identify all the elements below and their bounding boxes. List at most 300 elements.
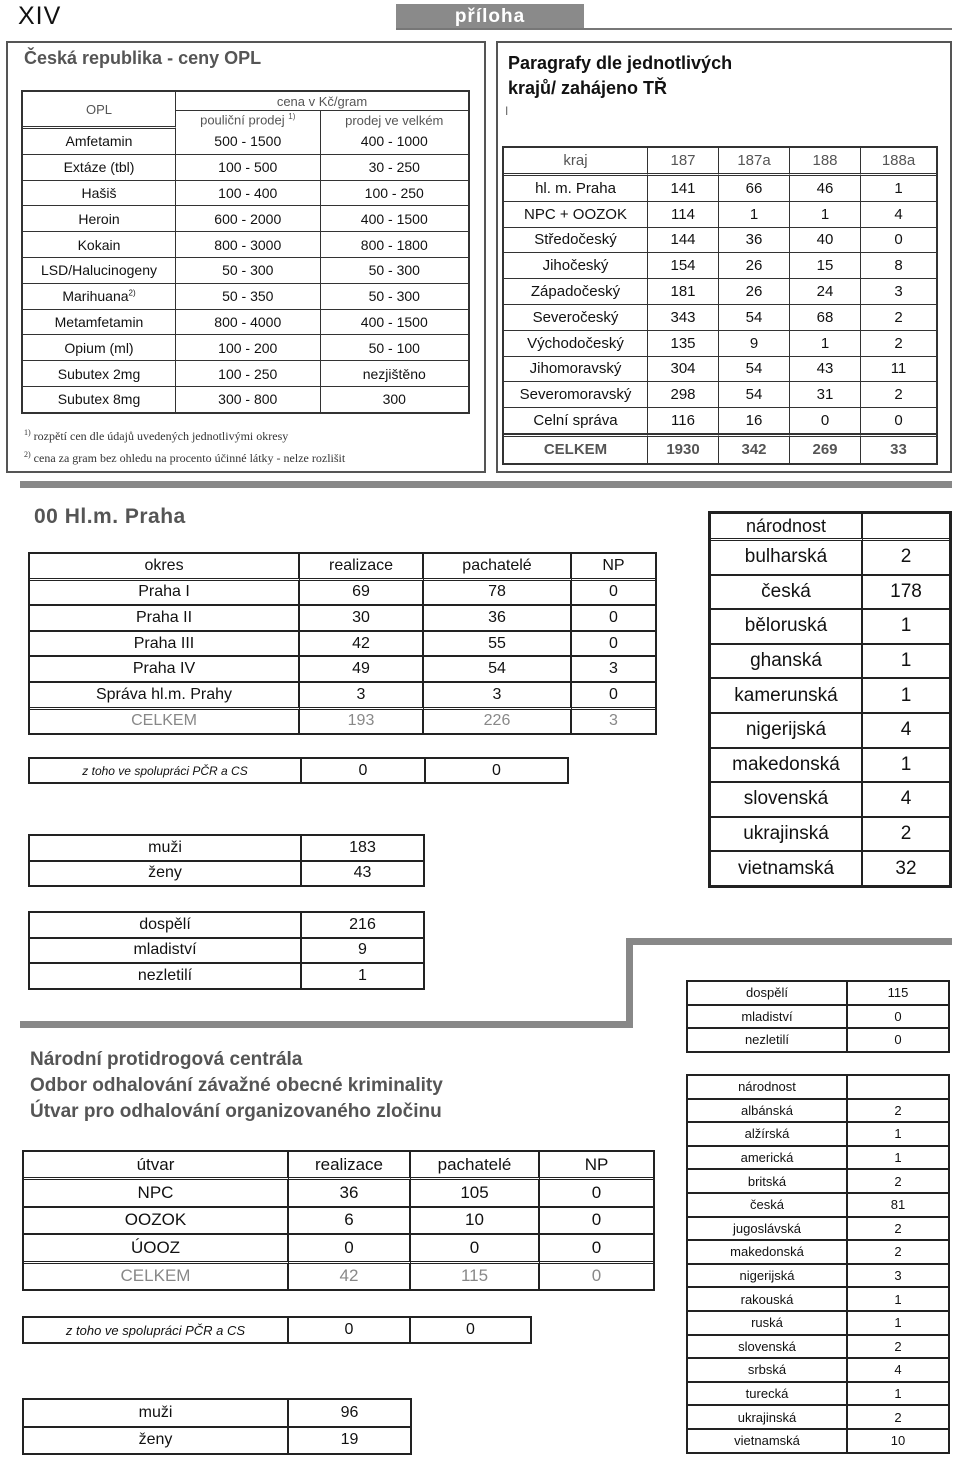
gender-row xyxy=(24,1428,410,1454)
region-name: Východočeský xyxy=(504,331,648,357)
region-count: 135 xyxy=(648,331,719,357)
wholesale-price: 30 - 250 xyxy=(321,155,468,181)
age-row xyxy=(688,982,948,1006)
age-row xyxy=(688,1006,948,1030)
district-col-header: okres xyxy=(30,554,300,581)
npc-gender-table xyxy=(22,1398,412,1455)
age-row-value: 1 xyxy=(358,966,367,984)
drug-name xyxy=(23,387,176,412)
region-name: NPC + OOZOK xyxy=(504,202,648,228)
drug-name-text: Metamfetamin xyxy=(54,313,144,330)
praha-gender-table xyxy=(28,834,425,887)
nationality-row xyxy=(711,714,949,749)
coop-value-2: 0 xyxy=(492,761,501,779)
region-count: 9 xyxy=(719,331,790,357)
nationality-name: nigerijská xyxy=(688,1265,848,1289)
total-count: 3 xyxy=(609,712,618,730)
nationality-row xyxy=(688,1265,948,1289)
unit-col-header: pachatelé xyxy=(411,1152,540,1180)
unit-count: 36 xyxy=(289,1180,411,1207)
footnote-1 xyxy=(24,428,288,444)
drug-name-text: LSD/Halucinogeny xyxy=(41,262,157,279)
unit-row xyxy=(24,1235,653,1263)
unit-col-header: útvar xyxy=(24,1152,289,1180)
nationality-count: 1 xyxy=(863,749,949,784)
nationality-name: bulharská xyxy=(711,541,863,576)
nationality-name: britská xyxy=(688,1170,848,1194)
regions-title-line-2: krajů/ zahájeno TŘ xyxy=(508,78,668,98)
drug-name-text: Kokain xyxy=(77,236,121,253)
district-col-header: pachatelé xyxy=(424,554,572,581)
section-separator xyxy=(20,1021,633,1028)
region-count: 0 xyxy=(861,228,936,254)
nationality-name: americká xyxy=(688,1147,848,1171)
age-row-label: nezletilí xyxy=(30,964,302,988)
nationality-name: alžírská xyxy=(688,1123,848,1147)
section-separator xyxy=(626,938,952,945)
praha-nationality-table xyxy=(708,511,952,888)
nationality-count: 2 xyxy=(863,818,949,853)
district-row xyxy=(30,606,655,632)
nationality-row xyxy=(688,1430,948,1452)
footnote-1-mark: 1) xyxy=(24,428,31,437)
col-opl: OPL xyxy=(23,92,176,129)
price-row xyxy=(23,181,468,207)
age-row xyxy=(30,939,423,965)
drug-name-text: Hašiš xyxy=(81,184,117,201)
unit-count: 0 xyxy=(540,1180,653,1207)
nationality-name: slovenská xyxy=(688,1336,848,1360)
total-label: CELKEM xyxy=(30,710,300,734)
drug-name-note: 2) xyxy=(128,288,136,298)
unit-count: 0 xyxy=(540,1208,653,1235)
unit-col-header: NP xyxy=(540,1152,653,1180)
street-price: 100 - 200 xyxy=(176,335,321,361)
district-total-row xyxy=(30,710,655,734)
district-count: 0 xyxy=(572,606,655,632)
nationality-name: ukrajinská xyxy=(711,818,863,853)
total-count: 342 xyxy=(719,434,790,463)
wholesale-price: 300 xyxy=(382,391,406,408)
district-count: 3 xyxy=(572,657,655,683)
region-row xyxy=(504,331,936,357)
regions-col-header: 188a xyxy=(861,148,936,176)
region-name: Jihomoravský xyxy=(504,357,648,383)
drug-name xyxy=(23,155,176,181)
npc-coop-table xyxy=(22,1316,532,1344)
district-row xyxy=(30,632,655,658)
region-row xyxy=(504,382,936,408)
nationality-count: 178 xyxy=(863,576,949,611)
region-count: 304 xyxy=(648,357,719,383)
nationality-row xyxy=(688,1359,948,1383)
region-count: 1 xyxy=(861,176,936,202)
street-price: 100 - 500 xyxy=(176,155,321,181)
region-count: 1 xyxy=(790,331,861,357)
nationality-count: 4 xyxy=(863,714,949,749)
npc-title-1: Národní protidrogová centrála xyxy=(30,1049,303,1070)
praha-age-table xyxy=(28,911,425,990)
district-count: 49 xyxy=(300,657,424,683)
unit-count: 0 xyxy=(289,1235,411,1263)
region-count: 141 xyxy=(648,176,719,202)
age-row-value: 9 xyxy=(302,939,423,965)
region-row xyxy=(504,305,936,331)
regions-title-line-1: Paragrafy dle jednotlivých xyxy=(508,53,733,73)
npc-title-2: Odbor odhalování závažné obecné kriminality xyxy=(30,1075,443,1096)
praha-district-table xyxy=(28,552,657,735)
regions-total-row xyxy=(504,434,936,463)
nationality-row xyxy=(688,1100,948,1124)
district-name: Správa hl.m. Prahy xyxy=(30,683,300,710)
nationality-count: 2 xyxy=(848,1218,948,1242)
gender-row xyxy=(24,1400,410,1428)
npc-nationality-table xyxy=(686,1074,950,1454)
unit-name: OOZOK xyxy=(24,1208,289,1235)
gender-row-label: muži xyxy=(24,1400,289,1428)
region-row xyxy=(504,357,936,383)
nationality-header-row xyxy=(688,1076,948,1100)
nationality-row xyxy=(711,541,949,576)
region-count: 11 xyxy=(861,357,936,383)
unit-name: ÚOOZ xyxy=(24,1235,289,1263)
total-count: 33 xyxy=(861,434,936,463)
region-count: 16 xyxy=(719,408,790,434)
gender-row xyxy=(30,862,423,886)
unit-count: 10 xyxy=(411,1208,540,1235)
regions-col-header: kraj xyxy=(504,148,648,176)
region-row xyxy=(504,202,936,228)
nationality-row xyxy=(688,1312,948,1336)
wholesale-price: 400 - 1500 xyxy=(321,206,468,232)
nationality-row xyxy=(688,1288,948,1312)
region-count: 15 xyxy=(790,253,861,279)
nationality-header: národnost xyxy=(711,514,863,541)
total-count: 226 xyxy=(424,710,572,734)
drug-name xyxy=(23,335,176,361)
col-wholesale: prodej ve velkém xyxy=(345,112,444,128)
nationality-name: ukrajinská xyxy=(688,1406,848,1430)
nationality-name: turecká xyxy=(688,1383,848,1407)
nationality-count: 1 xyxy=(848,1288,948,1312)
street-price: 500 - 1500 xyxy=(176,129,321,155)
nationality-count: 1 xyxy=(863,679,949,714)
price-row xyxy=(23,387,468,412)
nationality-count: 2 xyxy=(848,1170,948,1194)
total-count: 269 xyxy=(790,434,861,463)
nationality-count: 2 xyxy=(863,541,949,576)
nationality-count: 2 xyxy=(848,1406,948,1430)
region-count: 144 xyxy=(648,228,719,254)
nationality-count: 2 xyxy=(848,1100,948,1124)
nationality-count: 10 xyxy=(890,1433,906,1449)
region-count: 24 xyxy=(790,279,861,305)
nationality-row xyxy=(688,1406,948,1430)
region-count: 116 xyxy=(648,408,719,434)
region-row xyxy=(504,253,936,279)
nationality-count: 2 xyxy=(848,1336,948,1360)
total-count: 42 xyxy=(289,1264,411,1289)
region-count: 3 xyxy=(861,279,936,305)
district-count: 69 xyxy=(300,581,424,607)
gender-row xyxy=(30,836,423,862)
age-row-label: mladiství xyxy=(30,939,302,965)
drug-name xyxy=(23,206,176,232)
coop-label: z toho ve spolupráci PČR a CS xyxy=(24,1318,289,1342)
wholesale-price: 400 - 1000 xyxy=(321,129,468,155)
nationality-count: 1 xyxy=(848,1147,948,1171)
unit-count: 105 xyxy=(411,1180,540,1207)
region-count: 43 xyxy=(790,357,861,383)
price-row xyxy=(23,206,468,232)
total-count: 193 xyxy=(300,710,424,734)
nationality-name: vietnamská xyxy=(688,1430,848,1452)
region-name: Celní správa xyxy=(504,408,648,434)
header-rule xyxy=(396,28,952,30)
price-row xyxy=(23,155,468,181)
footnote-2 xyxy=(24,450,345,466)
nationality-name: makedonská xyxy=(711,749,863,784)
nationality-name: slovenská xyxy=(711,783,863,818)
street-price: 800 - 4000 xyxy=(176,310,321,336)
drug-name xyxy=(23,232,176,258)
nationality-row xyxy=(688,1383,948,1407)
region-name: Středočeský xyxy=(504,228,648,254)
district-count: 78 xyxy=(424,581,572,607)
age-row-value: 0 xyxy=(848,1006,948,1030)
gender-row-label: ženy xyxy=(30,862,302,886)
district-name: Praha II xyxy=(30,606,300,632)
region-count: 0 xyxy=(790,408,861,434)
regions-col-header: 188 xyxy=(790,148,861,176)
region-count: 343 xyxy=(648,305,719,331)
nationality-row xyxy=(688,1147,948,1171)
page-number: XIV xyxy=(18,2,62,30)
district-name: Praha III xyxy=(30,632,300,658)
drug-name-text: Subutex 2mg xyxy=(57,365,141,382)
nationality-row xyxy=(711,610,949,645)
unit-count: 0 xyxy=(540,1235,653,1263)
unit-count: 0 xyxy=(411,1235,540,1263)
street-price: 50 - 300 xyxy=(176,258,321,284)
district-header-row xyxy=(30,554,655,581)
drug-name-text: Marihuana xyxy=(62,288,129,305)
region-count: 46 xyxy=(790,176,861,202)
street-price: 300 - 800 xyxy=(176,387,321,412)
price-row xyxy=(23,284,468,310)
age-row xyxy=(30,964,423,988)
nationality-count: 4 xyxy=(863,783,949,818)
district-row xyxy=(30,581,655,607)
nationality-count: 32 xyxy=(895,857,917,879)
district-count: 36 xyxy=(424,606,572,632)
nationality-count: 1 xyxy=(848,1312,948,1336)
district-col-header: NP xyxy=(572,554,655,581)
drug-name xyxy=(23,284,176,310)
price-row xyxy=(23,335,468,361)
nationality-name: běloruská xyxy=(711,610,863,645)
nationality-row xyxy=(688,1336,948,1360)
street-price: 600 - 2000 xyxy=(176,206,321,232)
nationality-row xyxy=(711,749,949,784)
gender-row-value: 96 xyxy=(289,1400,410,1428)
region-count: 31 xyxy=(790,382,861,408)
nationality-name: jugoslávská xyxy=(688,1218,848,1242)
age-row xyxy=(688,1029,948,1051)
coop-label: z toho ve spolupráci PČR a CS xyxy=(30,759,302,782)
region-count: 154 xyxy=(648,253,719,279)
region-row xyxy=(504,228,936,254)
nationality-name: ghanská xyxy=(711,645,863,680)
nationality-name: albánská xyxy=(688,1100,848,1124)
regions-table xyxy=(502,146,938,465)
nationality-count: 3 xyxy=(848,1265,948,1289)
region-count: 114 xyxy=(648,202,719,228)
wholesale-price: 50 - 300 xyxy=(321,284,468,310)
coop-value-2: 0 xyxy=(466,1321,475,1338)
region-count: 54 xyxy=(719,382,790,408)
nationality-name: srbská xyxy=(688,1359,848,1383)
age-row-value: 115 xyxy=(848,982,948,1006)
nationality-row xyxy=(711,679,949,714)
nationality-count: 1 xyxy=(863,610,949,645)
wholesale-price: 50 - 300 xyxy=(321,258,468,284)
district-count: 42 xyxy=(300,632,424,658)
regions-col-header: 187a xyxy=(719,148,790,176)
drug-name xyxy=(23,361,176,387)
npc-title-3: Útvar pro odhalování organizovaného zločinu xyxy=(30,1101,442,1122)
region-count: 1 xyxy=(719,202,790,228)
section-tag: příloha xyxy=(396,4,584,29)
region-row xyxy=(504,279,936,305)
district-count: 54 xyxy=(424,657,572,683)
footnote-1-text: rozpětí cen dle údajů uvedených jednotlivými okresy xyxy=(33,429,289,443)
region-count: 0 xyxy=(861,408,936,434)
unit-total-row xyxy=(24,1264,653,1289)
unit-row xyxy=(24,1180,653,1207)
npc-unit-table xyxy=(22,1150,655,1291)
nationality-name: makedonská xyxy=(688,1241,848,1265)
district-col-header: realizace xyxy=(300,554,424,581)
wholesale-price: 50 - 100 xyxy=(321,335,468,361)
nationality-name: vietnamská xyxy=(711,852,863,885)
region-name: Severomoravský xyxy=(504,382,648,408)
praha-coop-table xyxy=(28,757,569,784)
wholesale-price: 100 - 250 xyxy=(321,181,468,207)
region-name: hl. m. Praha xyxy=(504,176,648,202)
praha-title: 00 Hl.m. Praha xyxy=(34,505,186,528)
drug-name-text: Subutex 8mg xyxy=(57,391,141,408)
total-count: 0 xyxy=(591,1266,602,1286)
nationality-row xyxy=(688,1241,948,1265)
age-row-label: mladiství xyxy=(688,1006,848,1030)
drug-name xyxy=(23,310,176,336)
drug-name-text: Opium (ml) xyxy=(64,339,134,356)
nationality-row xyxy=(688,1194,948,1218)
age-row-label: dospělí xyxy=(30,913,302,939)
total-count: 115 xyxy=(411,1264,540,1289)
section-separator xyxy=(626,938,633,1028)
region-count: 26 xyxy=(719,253,790,279)
nationality-name: kamerunská xyxy=(711,679,863,714)
region-count: 2 xyxy=(861,305,936,331)
regions-col-header: 187 xyxy=(648,148,719,176)
gender-row-label: muži xyxy=(30,836,302,862)
gender-row-value: 43 xyxy=(353,864,372,882)
price-row xyxy=(23,129,468,155)
region-name: Západočeský xyxy=(504,279,648,305)
district-row xyxy=(30,683,655,710)
nationality-count: 81 xyxy=(848,1194,948,1218)
unit-row xyxy=(24,1208,653,1235)
unit-name: NPC xyxy=(24,1180,289,1207)
region-count: 68 xyxy=(790,305,861,331)
region-count: 54 xyxy=(719,305,790,331)
prices-table xyxy=(21,90,470,414)
district-name: Praha I xyxy=(30,581,300,607)
nationality-count: 1 xyxy=(848,1383,948,1407)
total-label: CELKEM xyxy=(24,1264,289,1289)
nationality-name: nigerijská xyxy=(711,714,863,749)
region-count: 66 xyxy=(719,176,790,202)
region-count: 8 xyxy=(861,253,936,279)
drug-name xyxy=(23,129,176,155)
nationality-row xyxy=(711,818,949,853)
region-count: 1 xyxy=(790,202,861,228)
region-name: Jihočeský xyxy=(504,253,648,279)
wholesale-price: nezjištěno xyxy=(321,361,468,387)
col-street xyxy=(176,111,321,129)
nationality-row xyxy=(688,1123,948,1147)
price-row xyxy=(23,310,468,336)
nationality-header-row xyxy=(711,514,949,541)
gender-row-value: 19 xyxy=(340,1431,359,1449)
age-row xyxy=(30,913,423,939)
nationality-count: 2 xyxy=(848,1241,948,1265)
district-count: 0 xyxy=(572,581,655,607)
col-price-group-label: cena v Kč/gram xyxy=(276,93,368,109)
drug-name xyxy=(23,181,176,207)
regions-header-row xyxy=(504,148,936,176)
unit-col-header: realizace xyxy=(289,1152,411,1180)
region-count: 26 xyxy=(719,279,790,305)
drug-name-text: Amfetamin xyxy=(65,133,133,150)
street-price: 800 - 3000 xyxy=(176,232,321,258)
total-count: 1930 xyxy=(648,434,719,463)
nationality-row xyxy=(711,576,949,611)
region-count: 36 xyxy=(719,228,790,254)
regions-mark: I xyxy=(505,104,509,118)
regions-title xyxy=(508,51,732,101)
street-price: 100 - 400 xyxy=(176,181,321,207)
district-count: 55 xyxy=(424,632,572,658)
wholesale-price: 800 - 1800 xyxy=(321,232,468,258)
age-row-label: nezletilí xyxy=(688,1029,848,1051)
region-row xyxy=(504,408,936,434)
street-price: 100 - 250 xyxy=(176,361,321,387)
district-count: 3 xyxy=(300,683,424,710)
drug-name xyxy=(23,258,176,284)
nationality-count: 1 xyxy=(863,645,949,680)
nationality-count: 1 xyxy=(848,1123,948,1147)
age-row-value: 216 xyxy=(302,913,423,939)
unit-count: 6 xyxy=(289,1208,411,1235)
district-count: 0 xyxy=(572,632,655,658)
region-count: 181 xyxy=(648,279,719,305)
prices-title: Česká republika - ceny OPL xyxy=(24,48,262,68)
nationality-row xyxy=(711,852,949,885)
region-count: 298 xyxy=(648,382,719,408)
